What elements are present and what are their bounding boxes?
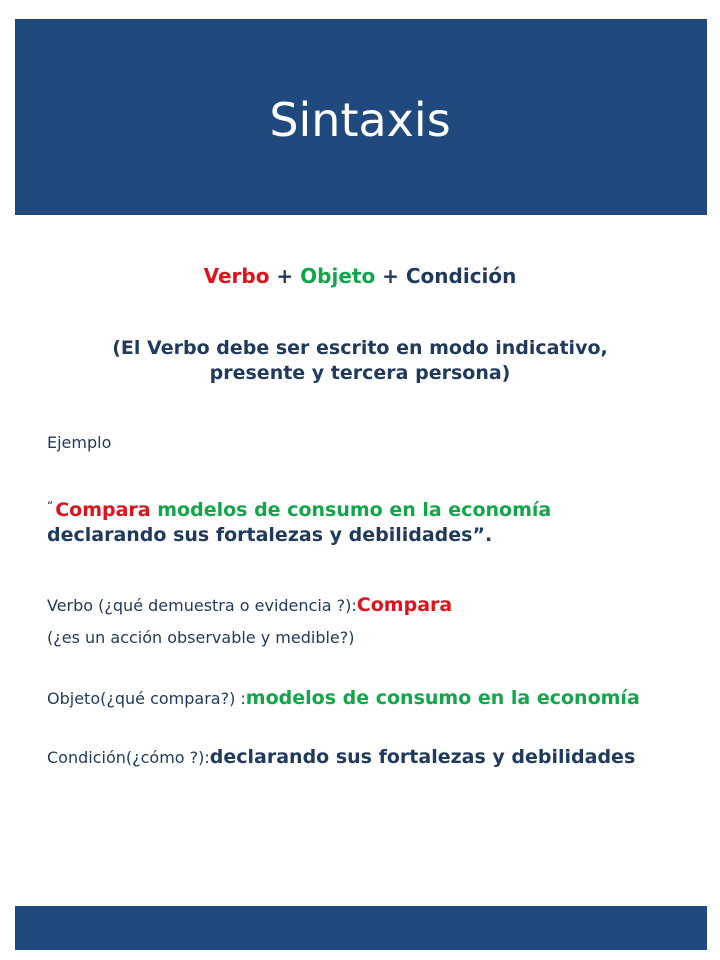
condition-value: declarando sus fortalezas y debilidades [209,746,636,768]
verb-note-line: presente y tercera persona) [209,362,511,384]
condition-question: Condición(¿cómo ?): [47,748,210,767]
verb-check: (¿es un acción observable y medible?) [47,628,355,647]
verb-breakdown [47,594,677,617]
example-verb: Compara [55,499,151,521]
footer-bar [15,906,707,950]
formula-plus: + [375,264,406,288]
formula-object: Objeto [300,264,376,288]
object-breakdown [47,687,677,710]
formula-plus: + [269,264,301,288]
syntax-formula [0,262,720,290]
verb-question: Verbo (¿qué demuestra o evidencia ?): [47,596,357,615]
object-value: modelos de consumo en la economía [245,687,640,709]
condition-breakdown [47,746,677,769]
verb-value: Compara [356,594,453,616]
open-quote: “ [47,499,54,513]
formula-verb: Verbo [203,264,270,288]
example-object: modelos de consumo en la economía [150,499,552,521]
verb-note-line: (El Verbo debe ser escrito en modo indicativo, [112,337,608,359]
object-question: Objeto(¿qué compara?) : [47,689,246,708]
verb-note [40,336,680,386]
formula-condition: Condición [405,264,517,288]
slide-title: Sintaxis [269,93,451,147]
example-label: Ejemplo [47,433,112,452]
example-sentence [47,494,677,548]
example-condition: declarando sus fortalezas y debilidades”. [47,524,493,546]
